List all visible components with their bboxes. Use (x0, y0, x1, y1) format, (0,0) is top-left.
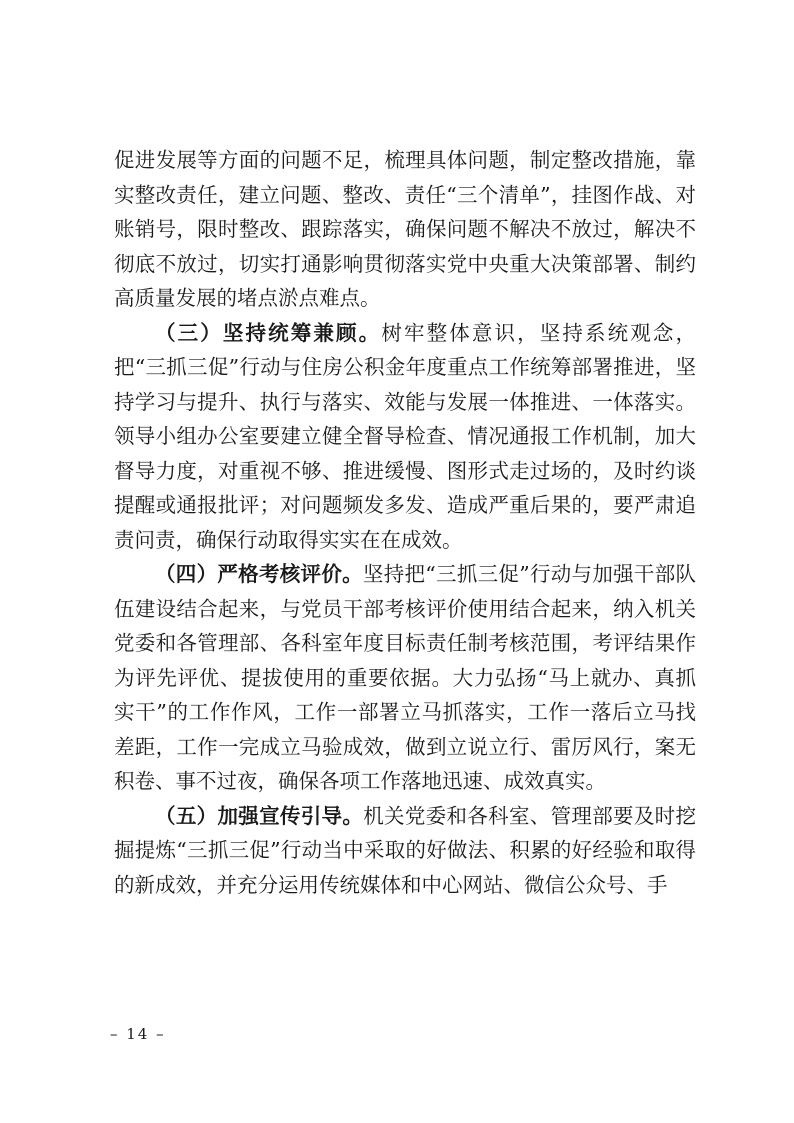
paragraph-continuation (114, 143, 696, 316)
page-number: – 14 – (110, 1025, 166, 1043)
paragraph-section-3 (114, 316, 696, 558)
section-heading: （五）加强宣传引导。 (155, 803, 364, 828)
paragraph-text: 树牢整体意识，坚持系统观念，把“三抓三促”行动与住房公积金年度重点工作统筹部署推进，坚持学习与提升、执行与落实、效能与发展一体推进、一体落实。领导小组办公室要建立健全督导检查、情况通报工作机制，加大督导力度，对重视不够、推进缓慢、图形式走过场的，及时约谈提醒或通报批评；对问题频发多发、造成严重后果的，要严肃追责问责，确保行动取得实实在在成效。 (114, 320, 697, 552)
paragraph-text: 促进发展等方面的问题不足，梳理具体问题，制定整改措施，靠实整改责任，建立问题、整改、责任“三个清单”，挂图作战、对账销号，限时整改、跟踪落实，确保问题不解决不放过，解决不彻底不放过，切实打通影响贯彻落实党中央重大决策部署、制约高质量发展的堵点淤点难点。 (114, 148, 696, 310)
paragraph-text: 坚持把“三抓三促”行动与加强干部队伍建设结合起来，与党员干部考核评价使用结合起来，纳入机关党委和各管理部、各科室年度目标责任制考核范围，考评结果作为评先评优、提拔使用的重要依据。大力弘扬“马上就办、真抓实干”的工作作风，工作一部署立马抓落实，工作一落后立马找差距，工作一完成立马验成效，做到立说立行、雷厉风行，案无积卷、事不过夜，确保各项工作落地迅速、成效真实。 (114, 562, 697, 793)
paragraph-text: 机关党委和各科室、管理部要及时挖掘提炼“三抓三促”行动当中采取的好做法、积累的好经验和取得的新成效，并充分运用传统媒体和中心网站、微信公众号、手 (114, 803, 697, 897)
section-heading: （四）严格考核评价。 (155, 562, 363, 586)
section-heading: （三）坚持统筹兼顾。 (155, 320, 382, 345)
body-text (114, 143, 696, 902)
paragraph-section-4 (114, 557, 696, 799)
paragraph-section-5 (114, 799, 696, 903)
